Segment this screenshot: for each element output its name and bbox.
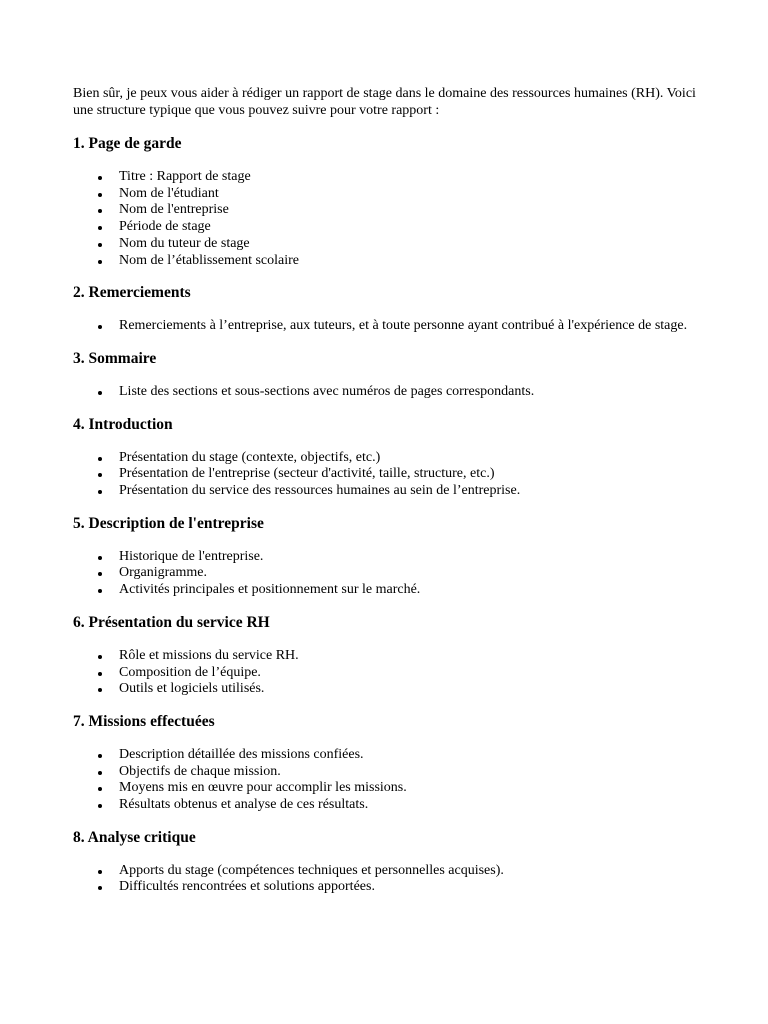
list-item-text: Apports du stage (compétences techniques et personnelles acquises). bbox=[119, 862, 504, 878]
section-heading: 1. Page de garde bbox=[73, 135, 182, 152]
bullet-icon bbox=[98, 260, 102, 264]
bullet-list bbox=[73, 747, 698, 814]
section-heading: 8. Analyse critique bbox=[73, 828, 196, 846]
list-item bbox=[73, 863, 698, 880]
bullet-icon bbox=[98, 490, 102, 494]
list-item bbox=[73, 219, 698, 236]
list-item-text: Activités principales et positionnement sur le marché. bbox=[119, 582, 421, 598]
list-item-text: Présentation du service des ressources humaines au sein de l’entreprise. bbox=[119, 483, 521, 499]
list-item bbox=[73, 780, 698, 797]
list-item-text: Nom du tuteur de stage bbox=[119, 235, 250, 251]
section-heading: 7. Missions effectuées bbox=[73, 712, 215, 730]
bullet-list bbox=[73, 169, 698, 269]
bullet-list bbox=[73, 549, 698, 599]
list-item bbox=[73, 384, 698, 401]
list-item bbox=[73, 648, 698, 665]
bullet-icon bbox=[98, 556, 102, 560]
list-item bbox=[73, 236, 698, 253]
bullet-icon bbox=[98, 886, 102, 890]
bullet-icon bbox=[98, 391, 102, 395]
list-item bbox=[73, 797, 698, 814]
list-item bbox=[73, 483, 698, 500]
bullet-icon bbox=[98, 804, 102, 808]
section-heading: 2. Remerciements bbox=[73, 284, 191, 302]
bullet-icon bbox=[98, 325, 102, 329]
bullet-icon bbox=[98, 209, 102, 213]
bullet-icon bbox=[98, 176, 102, 180]
bullet-icon bbox=[98, 473, 102, 477]
bullet-icon bbox=[98, 688, 102, 692]
list-item-text: Nom de l’établissement scolaire bbox=[119, 252, 299, 268]
bullet-icon bbox=[98, 572, 102, 576]
list-item-text: Nom de l'étudiant bbox=[119, 185, 219, 201]
list-item-text: Période de stage bbox=[119, 219, 211, 235]
bullet-icon bbox=[98, 193, 102, 197]
list-item-text: Outils et logiciels utilisés. bbox=[119, 681, 265, 697]
intro-paragraph: Bien sûr, je peux vous aider à rédiger un rapport de stage dans le domaine des ressources humaines (RH). Voici une structure typique que vous pouvez suivre pour votre rapport : bbox=[73, 86, 696, 118]
section-heading: 6. Présentation du service RH bbox=[73, 613, 270, 631]
bullet-list bbox=[73, 384, 698, 401]
list-item-text: Liste des sections et sous-sections avec numéros de pages correspondants. bbox=[119, 383, 535, 399]
list-item-text: Historique de l'entreprise. bbox=[119, 548, 264, 564]
list-item-text: Nom de l'entreprise bbox=[119, 202, 229, 218]
list-item bbox=[73, 565, 698, 582]
list-item-text: Objectifs de chaque mission. bbox=[119, 763, 281, 779]
list-item-text: Composition de l’équipe. bbox=[119, 664, 261, 680]
list-item bbox=[73, 169, 698, 186]
section-heading: 5. Description de l'entreprise bbox=[73, 514, 264, 532]
list-item-text: Résultats obtenus et analyse de ces résultats. bbox=[119, 797, 369, 813]
bullet-list bbox=[73, 318, 698, 335]
list-item-text: Titre : Rapport de stage bbox=[119, 169, 251, 184]
list-item bbox=[73, 764, 698, 781]
section-heading: 4. Introduction bbox=[73, 415, 173, 433]
list-item-text: Moyens mis en œuvre pour accomplir les missions. bbox=[119, 780, 407, 796]
list-item-text: Difficultés rencontrées et solutions apportées. bbox=[119, 879, 375, 895]
list-item bbox=[73, 253, 698, 270]
list-item bbox=[73, 582, 698, 599]
section-heading: 3. Sommaire bbox=[73, 349, 157, 367]
bullet-list bbox=[73, 863, 698, 896]
list-item bbox=[73, 318, 698, 335]
list-item bbox=[73, 186, 698, 203]
list-item-text: Organigramme. bbox=[119, 565, 207, 581]
list-item bbox=[73, 202, 698, 219]
list-item bbox=[73, 466, 698, 483]
bullet-list bbox=[73, 450, 698, 500]
list-item-text: Remerciements à l’entreprise, aux tuteurs, et à toute personne ayant contribué à l'expérience de stage. bbox=[119, 318, 688, 334]
bullet-icon bbox=[98, 672, 102, 676]
list-item bbox=[73, 665, 698, 682]
list-item-text: Description détaillée des missions confiées. bbox=[119, 746, 364, 762]
list-item bbox=[73, 450, 698, 467]
bullet-icon bbox=[98, 771, 102, 775]
list-item bbox=[73, 549, 698, 566]
bullet-icon bbox=[98, 226, 102, 230]
bullet-icon bbox=[98, 457, 102, 461]
bullet-icon bbox=[98, 589, 102, 593]
bullet-list bbox=[73, 648, 698, 698]
bullet-icon bbox=[98, 754, 102, 758]
bullet-icon bbox=[98, 655, 102, 659]
sections-container bbox=[73, 134, 698, 896]
list-item bbox=[73, 879, 698, 896]
list-item-text: Présentation de l'entreprise (secteur d'activité, taille, structure, etc.) bbox=[119, 466, 495, 482]
list-item-text: Présentation du stage (contexte, objectifs, etc.) bbox=[119, 449, 381, 465]
bullet-icon bbox=[98, 243, 102, 247]
bullet-icon bbox=[98, 787, 102, 791]
list-item bbox=[73, 681, 698, 698]
bullet-icon bbox=[98, 870, 102, 874]
list-item bbox=[73, 747, 698, 764]
list-item-text: Rôle et missions du service RH. bbox=[119, 647, 299, 663]
